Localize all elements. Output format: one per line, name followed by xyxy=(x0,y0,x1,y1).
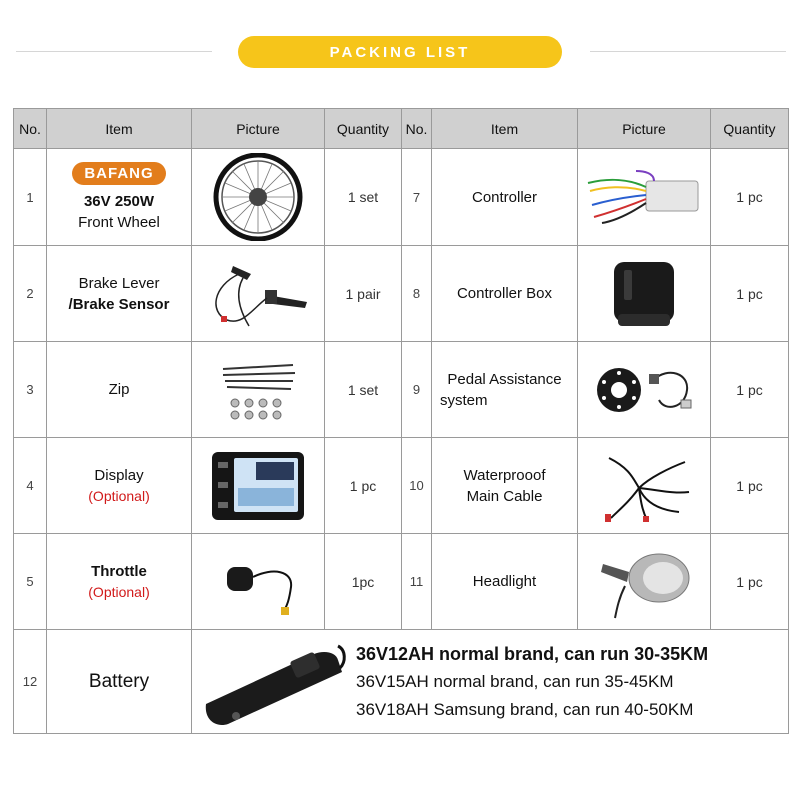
table-row xyxy=(14,246,789,342)
throttle-icon xyxy=(213,547,303,617)
row-no: 3 xyxy=(14,342,47,438)
item-cell xyxy=(432,149,578,246)
header-picture: Picture xyxy=(192,109,325,149)
item-cell xyxy=(432,246,578,342)
bafang-logo: BAFANG xyxy=(72,162,165,185)
picture-cell xyxy=(192,246,325,342)
picture-cell xyxy=(578,534,711,630)
controller-icon xyxy=(584,167,704,227)
header-no-right: No. xyxy=(402,109,432,149)
picture-cell xyxy=(578,246,711,342)
zip-ties-icon xyxy=(213,355,303,425)
item-name: Brake Lever xyxy=(78,274,160,292)
lcd-display-icon xyxy=(208,448,308,524)
row-no: 1 xyxy=(14,149,47,246)
quantity-cell: 1 pc xyxy=(711,149,789,246)
item-cell xyxy=(432,342,578,438)
packing-list-title-bar xyxy=(238,36,562,68)
table-row xyxy=(14,342,789,438)
quantity-cell: 1 set xyxy=(325,149,402,246)
quantity-cell: 1pc xyxy=(325,534,402,630)
item-name-line2: system xyxy=(440,391,488,409)
item-cell xyxy=(47,534,192,630)
item-name-line2: Front Wheel xyxy=(78,213,160,231)
item-name: Controller xyxy=(471,188,538,206)
picture-cell xyxy=(192,534,325,630)
picture-cell xyxy=(192,342,325,438)
item-name: Controller Box xyxy=(456,285,553,302)
quantity-cell: 1 pair xyxy=(325,246,402,342)
main-cable-icon xyxy=(589,448,699,524)
item-name-line2: /Brake Sensor xyxy=(68,295,170,313)
item-name: Throttle xyxy=(91,562,147,580)
item-cell xyxy=(47,438,192,534)
picture-cell xyxy=(578,438,711,534)
page-title: PACKING LIST xyxy=(329,43,471,61)
row-no: 4 xyxy=(14,438,47,534)
table-row xyxy=(14,438,789,534)
picture-cell xyxy=(578,149,711,246)
header-item: Item xyxy=(47,109,192,149)
title-rule-right xyxy=(590,51,786,52)
item-cell xyxy=(47,342,192,438)
table-row xyxy=(14,149,789,246)
item-cell xyxy=(47,246,192,342)
header-quantity-right: Quantity xyxy=(711,109,789,149)
title-rule-left xyxy=(16,51,212,52)
pas-sensor-icon xyxy=(589,360,699,420)
quantity-cell: 1 pc xyxy=(711,534,789,630)
header-item-right: Item xyxy=(432,109,578,149)
quantity-cell: 1 set xyxy=(325,342,402,438)
quantity-cell: 1 pc xyxy=(711,246,789,342)
battery-option: 36V18AH Samsung brand, can run 40-50KM xyxy=(356,699,694,719)
row-no: 2 xyxy=(14,246,47,342)
optional-label: (Optional) xyxy=(88,487,150,504)
row-no: 9 xyxy=(402,342,432,438)
row-no: 7 xyxy=(402,149,432,246)
headlight-icon xyxy=(589,542,699,622)
battery-option: 36V15AH normal brand, can run 35-45KM xyxy=(356,671,674,691)
item-name: Zip xyxy=(108,381,130,398)
item-name: 36V 250W xyxy=(83,192,155,210)
item-name: Pedal Assistance xyxy=(447,370,562,388)
battery-detail-cell xyxy=(192,630,789,734)
row-no: 11 xyxy=(402,534,432,630)
picture-cell xyxy=(578,342,711,438)
item-name: Headlight xyxy=(472,573,537,590)
item-name: Display xyxy=(94,466,144,484)
header-no: No. xyxy=(14,109,47,149)
item-name-line2: Main Cable xyxy=(466,487,543,505)
quantity-cell: 1 pc xyxy=(711,342,789,438)
item-name: Battery xyxy=(88,671,150,692)
header-picture-right: Picture xyxy=(578,109,711,149)
picture-cell xyxy=(192,149,325,246)
item-cell xyxy=(432,438,578,534)
quantity-cell: 1 pc xyxy=(325,438,402,534)
table-row xyxy=(14,534,789,630)
item-cell xyxy=(47,630,192,734)
picture-cell xyxy=(192,438,325,534)
packing-list-table xyxy=(13,108,789,734)
row-no: 12 xyxy=(14,630,47,734)
table-row-battery xyxy=(14,630,789,734)
item-cell xyxy=(47,149,192,246)
controller-box-icon xyxy=(604,256,684,332)
wheel-icon xyxy=(211,153,305,241)
quantity-cell: 1 pc xyxy=(711,438,789,534)
battery-option: 36V12AH normal brand, can run 30-35KM xyxy=(356,643,709,664)
header-quantity: Quantity xyxy=(325,109,402,149)
row-no: 5 xyxy=(14,534,47,630)
battery-icon xyxy=(196,634,352,730)
item-cell xyxy=(432,534,578,630)
optional-label: (Optional) xyxy=(88,583,150,600)
row-no: 8 xyxy=(402,246,432,342)
brake-lever-icon xyxy=(203,256,313,332)
header-row xyxy=(14,109,789,149)
item-name: Waterprooof xyxy=(463,466,546,484)
row-no: 10 xyxy=(402,438,432,534)
